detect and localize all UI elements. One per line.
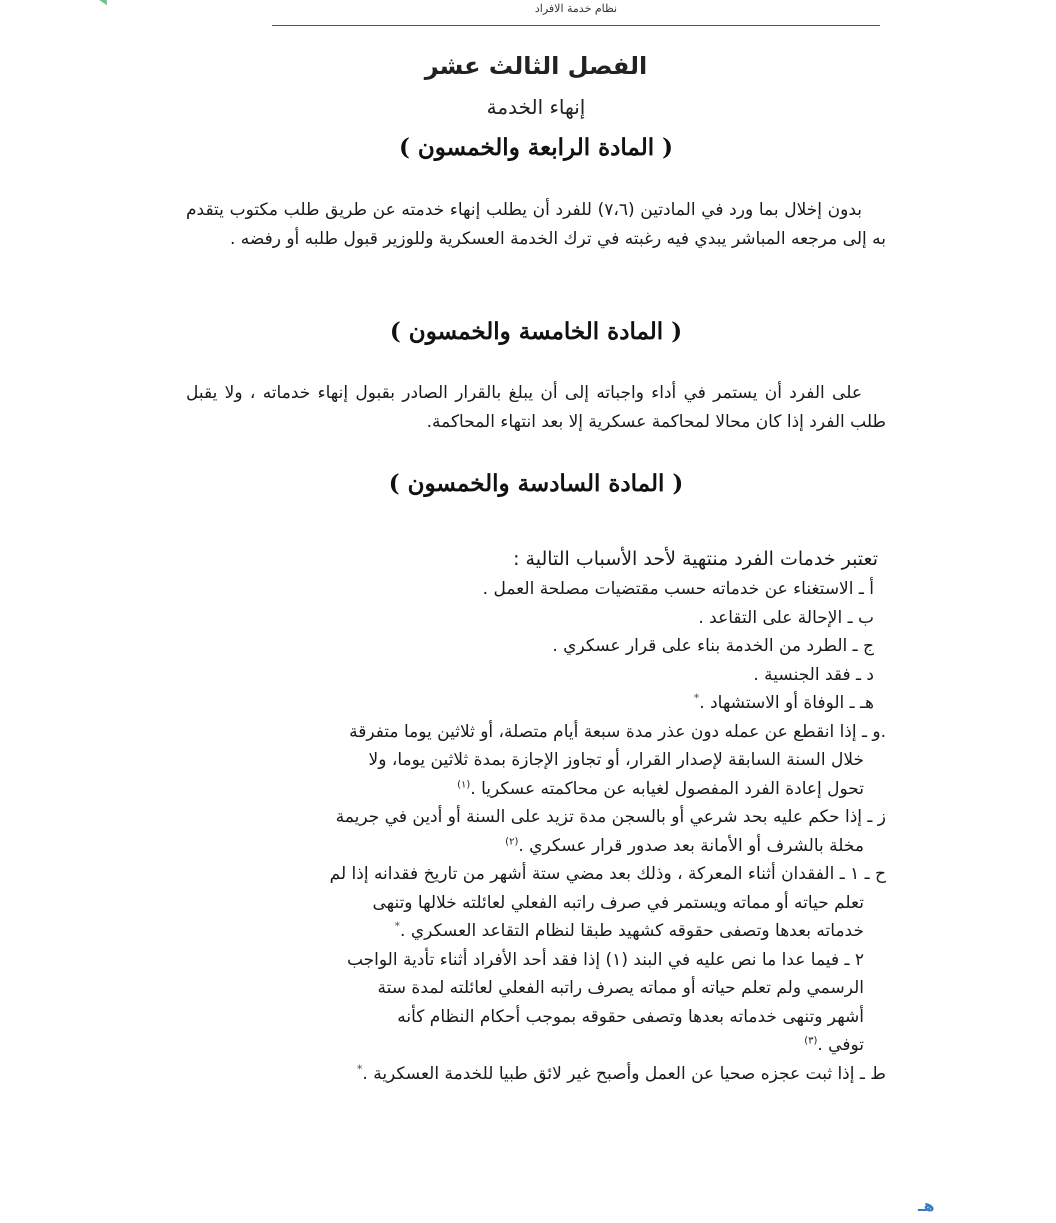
item-line: د ـ فقد الجنسية . <box>753 664 874 685</box>
article-55-text: على الفرد أن يستمر في أداء واجباته إلى أن يبلغ بالقرار الصادر بقبول إنهاء خدماته ، ولا يقبل طلب الفرد إذا كان محالا لمحاكمة عسكرية إلا بعد انتهاء المحاكمة. <box>186 383 886 432</box>
item-text: توفي . <box>817 1035 864 1055</box>
list-item-w <box>186 718 886 804</box>
list-item-d <box>186 661 886 690</box>
item-line: ٢ ـ فيما عدا ما نص عليه في البند (١) إذا فقد أحد الأفراد أثناء تأدية الواجب <box>346 949 864 970</box>
item-line-cont <box>186 1031 886 1060</box>
list-item-a <box>186 575 886 604</box>
item-line-cont <box>186 917 886 946</box>
item-line: ز ـ إذا حكم عليه بحد شرعي أو بالسجن مدة تزيد على السنة أو أدين في جريمة <box>335 807 886 827</box>
item-line-cont: تعلم حياته أو مماته ويستمر في صرف راتبه الفعلي لعائلته خلالها وتنهى <box>372 892 864 913</box>
article-54-text: بدون إخلال بما ورد في المادتين (٧،٦) للفرد أن يطلب إنهاء خدمته عن طريق طلب مكتوب يتقدم به إلى مرجعه المباشر يبدي فيه رغبته في ترك الخدمة العسكرية وللوزير قبول طلبه أو رفضه . <box>186 200 886 249</box>
footnote-ref: (٣) <box>804 1035 818 1047</box>
item-line-cont <box>186 832 886 861</box>
termination-reasons-list <box>186 575 886 1088</box>
item-line: ح ـ ١ ـ الفقدان أثناء المعركة ، وذلك بعد مضي ستة أشهر من تاريخ فقدانه إذا لم <box>329 864 886 884</box>
item-line-cont: خلال السنة السابقة لإصدار القرار، أو تجاوز الإجازة بمدة ثلاثين يوما، ولا <box>368 750 864 770</box>
running-header: نظام خدمة الافراد <box>534 2 618 15</box>
item-line-cont: الرسمي ولم تعلم حياته أو مماته يصرف راتبه الفعلي لعائلته لمدة ستة <box>377 978 864 998</box>
item-text: ط ـ إذا ثبت عجزه صحيا عن العمل وأصبح غير لائق طبيا للخدمة العسكرية . <box>362 1063 886 1084</box>
list-item-b <box>186 604 886 633</box>
list-item-ha-1 <box>186 860 886 946</box>
article-54-body <box>186 196 886 254</box>
list-item-h <box>186 689 886 718</box>
item-text: هـ ـ الوفاة أو الاستشهاد . <box>699 693 874 713</box>
amendment-star: * <box>394 919 401 933</box>
chapter-subtitle: إنهاء الخدمة <box>486 95 586 119</box>
item-line-cont <box>186 775 886 804</box>
header-rule <box>272 25 880 26</box>
item-line: ج ـ الطرد من الخدمة بناء على قرار عسكري . <box>552 636 874 656</box>
page-number: هـ <box>918 1196 935 1215</box>
amendment-star: * <box>356 1061 363 1075</box>
item-line: .و ـ إذا انقطع عن عمله دون عذر مدة سبعة أيام متصلة، أو ثلاثين يوما متفرقة <box>349 721 886 742</box>
list-item-z <box>186 803 886 860</box>
item-line <box>186 1060 886 1089</box>
article-56-intro: تعتبر خدمات الفرد منتهية لأحد الأسباب التالية : <box>513 548 878 570</box>
footnote-ref: (٢) <box>505 835 519 847</box>
item-line <box>186 689 874 718</box>
amendment-star: * <box>693 691 700 705</box>
footnote-ref: (١) <box>457 778 471 790</box>
corner-mark <box>96 0 112 8</box>
item-text: خدماته بعدها وتصفى حقوقه كشهيد طبقا لنظام التقاعد العسكري . <box>400 921 864 941</box>
item-line-cont: أشهر وتنهى خدماته بعدها وتصفى حقوقه بموجب أحكام النظام كأنه <box>397 1006 864 1027</box>
article-54-heading: ( المادة الرابعة والخمسون ) <box>398 134 674 161</box>
article-55-heading: ( المادة الخامسة والخمسون ) <box>389 318 683 345</box>
chapter-title: الفصل الثالث عشر <box>424 52 648 80</box>
article-56-heading: ( المادة السادسة والخمسون ) <box>388 470 684 497</box>
item-text: مخلة بالشرف أو الأمانة بعد صدور قرار عسكري . <box>518 835 864 856</box>
item-line: ب ـ الإحالة على التقاعد . <box>698 607 874 628</box>
list-item-ha-2 <box>186 946 886 1060</box>
item-text: تحول إعادة الفرد المفصول لغيابه عن محاكمته عسكريا . <box>470 778 864 799</box>
article-55-body <box>186 379 886 437</box>
list-item-t <box>186 1060 886 1089</box>
item-line: أ ـ الاستغناء عن خدماته حسب مقتضيات مصلحة العمل . <box>482 579 874 599</box>
list-item-c <box>186 632 886 661</box>
